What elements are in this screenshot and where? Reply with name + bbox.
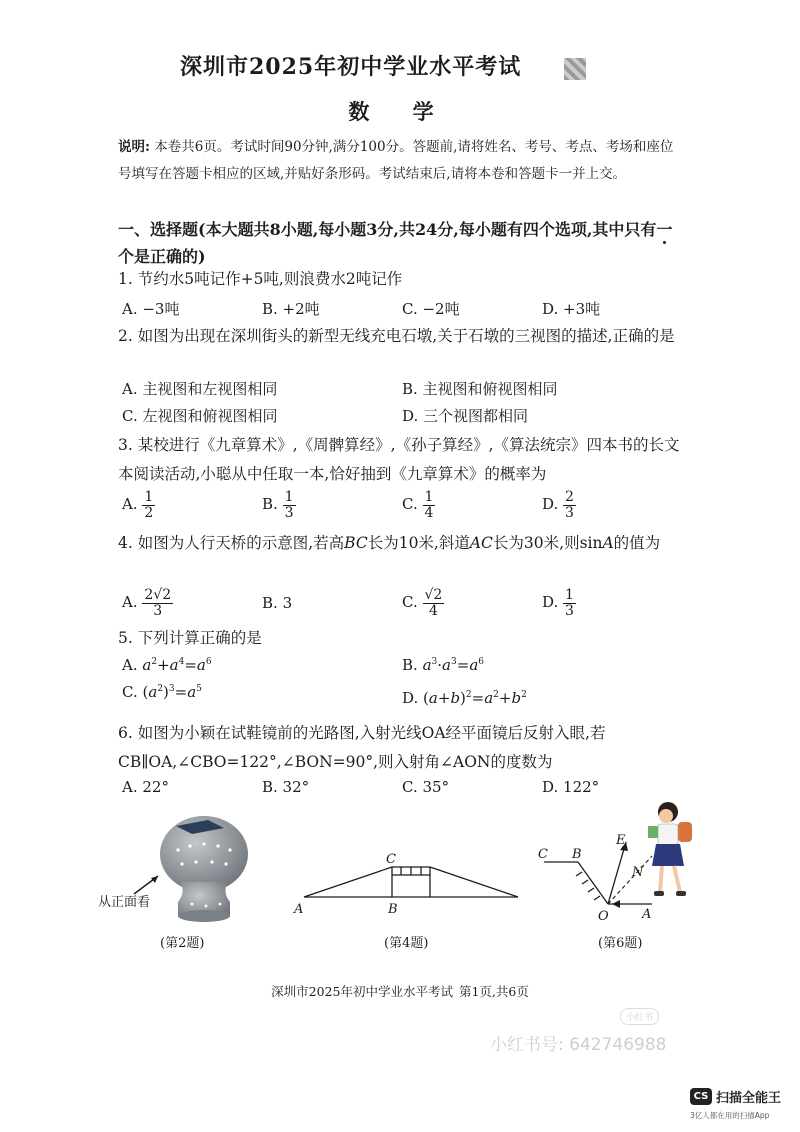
q5-a-p5: = — [184, 656, 197, 674]
q3-option-d — [542, 490, 576, 520]
q5-c-p3: ) — [163, 683, 169, 701]
q5-d-p6: = — [471, 689, 485, 707]
page-footer: 深圳市2025年初中学业水平考试 第1页,共6页 — [271, 984, 529, 999]
exam-title: 深圳市2025年初中学业水平考试 — [180, 54, 522, 80]
q5-d-p4: ) — [460, 689, 466, 707]
q5-a-p0: a — [142, 656, 152, 674]
q3-option-c — [402, 490, 435, 520]
q4-option-c — [402, 588, 444, 618]
bridge-diagram — [290, 845, 530, 925]
q5-a-p3: a — [169, 656, 179, 674]
scanner-tagline: 3亿人都在用的扫描App — [690, 1111, 770, 1120]
question-6-stem: 6. 如图为小颖在试鞋镜前的光路图,入射光线OA经平面镜后反射入眼,若CB∥OA,∠CBO=122°,∠BON=90°,则入射角∠AON的度数为 — [118, 724, 606, 771]
q3-c-num: 1 — [424, 489, 434, 505]
q2-option-d: D. 三个视图都相同 — [402, 407, 529, 425]
q5-b-p7: 6 — [478, 657, 484, 667]
q5-a-p6: a — [196, 656, 206, 674]
q4-stem-b: 长为10米,斜道 — [367, 534, 470, 552]
q1-option-b: B. +2吨 — [262, 300, 320, 318]
fig2-view-label: 从正面看 — [98, 895, 151, 910]
q4-stem-c: 长为30米,则sin — [492, 534, 603, 552]
q3-a-letter: A. — [122, 495, 138, 514]
scanner-logo: CS — [690, 1088, 712, 1105]
q5-a-p2: + — [157, 656, 170, 674]
fig6-point-c: C — [538, 847, 548, 862]
q3-d-num: 2 — [565, 489, 574, 505]
q5-c-p4: 3 — [168, 684, 175, 694]
q4-option-b — [262, 594, 292, 612]
q5-c-letter: C. — [122, 683, 138, 701]
q3-d-fraction — [563, 490, 576, 520]
q5-c-p6: a — [187, 683, 197, 701]
figure-2-caption: (第2题) — [160, 936, 205, 951]
instructions-text: 本卷共6页。考试时间90分钟,满分100分。答题前,请将姓名、考号、考点、考场和座位号填写在答题卡相应的区域,并贴好条形码。考试结束后,请将本卷和答题卡一并上交。 — [118, 139, 674, 182]
q3-a-num: 1 — [144, 489, 154, 505]
q4-d-letter: D. — [542, 593, 559, 612]
q5-d-p8: 2 — [493, 690, 499, 700]
q1-option-d: D. +3吨 — [542, 300, 601, 318]
subject-title: 数 学 — [348, 99, 452, 124]
q5-b-p2: · — [437, 656, 443, 674]
q5-d-p10: b — [511, 689, 522, 707]
section-heading — [118, 216, 683, 270]
fig6-point-n: N — [632, 865, 644, 880]
q3-b-letter: B. — [262, 495, 278, 514]
watermark-badge: 小红书 — [620, 1008, 659, 1025]
question-3-stem: 3. 某校进行《九章算术》,《周髀算经》,《孙子算经》,《算法统宗》四本书的长文本阅读活动,小聪从中任取一本,恰好抽到《九章算术》的概率为 — [118, 436, 680, 483]
q4-stem-a: 4. 如图为人行天桥的示意图,若高 — [118, 534, 345, 552]
q5-c-p2: 2 — [157, 684, 164, 694]
q5-b-p6: a — [469, 656, 479, 674]
q4-b-text: 3 — [282, 594, 293, 612]
q3-c-fraction — [423, 490, 436, 520]
q5-d-p9: + — [498, 689, 512, 707]
q3-option-b — [262, 490, 296, 520]
q4-c-num: √2 — [424, 587, 443, 603]
q5-a-p7: 6 — [205, 657, 212, 667]
figure-4-caption: (第4题) — [384, 936, 429, 951]
figure-4 — [290, 845, 530, 925]
q5-c-p0: ( — [142, 683, 149, 701]
q5-d-letter: D. — [402, 689, 419, 707]
q3-b-num: 1 — [284, 489, 294, 505]
q5-option-d — [402, 689, 527, 707]
stone-pier-illustration — [96, 810, 286, 930]
q5-b-letter: B. — [402, 656, 418, 674]
q4-a-letter: A. — [122, 593, 138, 612]
q4-a-den: 3 — [153, 602, 163, 619]
q1-option-a: A. −3吨 — [122, 300, 180, 318]
fig4-point-c: C — [386, 852, 396, 867]
question-1-stem: 1. 节约水5吨记作+5吨,则浪费水2吨记作 — [118, 270, 403, 288]
q5-d-p0: ( — [423, 689, 429, 707]
q6-option-a: A. 22° — [122, 778, 169, 796]
fig6-point-b: B — [572, 847, 582, 862]
q5-d-p5: 2 — [465, 690, 472, 700]
q5-b-p1: 3 — [431, 657, 438, 667]
q2-option-a: A. 主视图和左视图相同 — [122, 380, 278, 398]
q5-d-p3: b — [450, 689, 461, 707]
q5-a-p1: 2 — [151, 657, 158, 667]
q3-c-den: 4 — [424, 504, 434, 521]
fig4-point-b: B — [388, 902, 398, 917]
instructions — [118, 134, 678, 188]
q4-option-d — [542, 588, 576, 618]
q4-a-num: 2√2 — [144, 587, 172, 603]
instructions-label: 说明: — [118, 139, 150, 155]
q3-c-letter: C. — [402, 495, 418, 514]
q5-d-p2: + — [437, 689, 451, 707]
q3-a-fraction — [142, 490, 155, 520]
q5-b-p4: 3 — [451, 657, 457, 667]
q5-c-p5: = — [174, 683, 188, 701]
q4-option-a — [122, 588, 173, 618]
q3-d-letter: D. — [542, 495, 559, 514]
q4-ac: AC — [469, 534, 493, 552]
figure-6-caption: (第6题) — [598, 936, 643, 951]
q4-c-letter: C. — [402, 593, 418, 612]
q5-a-p4: 4 — [178, 657, 185, 667]
question-4-stem — [118, 529, 683, 558]
q3-b-den: 3 — [284, 504, 294, 521]
q6-option-d: D. 122° — [542, 778, 600, 796]
q4-a-fraction — [142, 588, 173, 618]
q5-d-p1: a — [428, 689, 438, 707]
fig6-point-o: O — [598, 909, 609, 924]
q5-c-p1: a — [148, 683, 158, 701]
q5-option-c — [122, 683, 202, 701]
q4-d-num: 1 — [565, 587, 574, 603]
q5-b-p0: a — [422, 656, 432, 674]
watermark: 小红书号: 642746988 — [490, 1035, 667, 1055]
q5-d-p7: a — [484, 689, 494, 707]
q2-option-b: B. 主视图和俯视图相同 — [402, 380, 558, 398]
fig6-point-a: A — [642, 907, 652, 922]
fig6-point-e: E — [616, 833, 626, 848]
figure-2 — [96, 810, 286, 930]
q2-option-c: C. 左视图和俯视图相同 — [122, 407, 278, 425]
blurred-mark — [564, 58, 586, 80]
q6-option-b: B. 32° — [262, 778, 310, 796]
q3-option-a — [122, 490, 155, 520]
section-heading-part1: 一、选择题(本大题共8小题,每小题3分,共24分,每小题有四个选项,其中只有 — [118, 220, 657, 239]
q5-b-p5: = — [456, 656, 470, 674]
q4-stem-d: 的值为 — [613, 534, 661, 552]
q6-option-c: C. 35° — [402, 778, 450, 796]
q5-option-a — [122, 656, 212, 674]
q4-c-den: 4 — [428, 602, 438, 619]
q5-b-p3: a — [442, 656, 451, 674]
question-5-stem: 5. 下列计算正确的是 — [118, 629, 262, 647]
scanner-app-name: 扫描全能王 — [716, 1091, 782, 1106]
fig4-point-a: A — [294, 902, 304, 917]
q3-a-den: 2 — [144, 504, 154, 521]
girl-figure — [648, 802, 692, 896]
section-heading-part2: 个是正确的) — [118, 247, 206, 266]
q1-option-c: C. −2吨 — [402, 300, 460, 318]
q4-d-fraction — [563, 588, 576, 618]
q3-b-fraction — [283, 490, 296, 520]
section-heading-emphasis: 一 — [656, 220, 673, 239]
q4-c-fraction — [423, 588, 445, 618]
figure-6 — [534, 794, 704, 930]
q5-d-p11: 2 — [521, 690, 527, 700]
q4-a: A — [602, 534, 614, 552]
q4-d-den: 3 — [565, 602, 574, 619]
light-path-diagram — [534, 794, 704, 930]
q5-c-p7: 5 — [196, 684, 202, 694]
q4-b-letter: B. — [262, 594, 278, 612]
q3-d-den: 3 — [565, 504, 574, 521]
q5-option-b — [402, 656, 484, 674]
question-2-stem: 2. 如图为出现在深圳街头的新型无线充电石墩,关于石墩的三视图的描述,正确的是 — [118, 327, 675, 345]
q4-bc: BC — [344, 534, 368, 552]
q5-a-letter: A. — [122, 656, 138, 674]
